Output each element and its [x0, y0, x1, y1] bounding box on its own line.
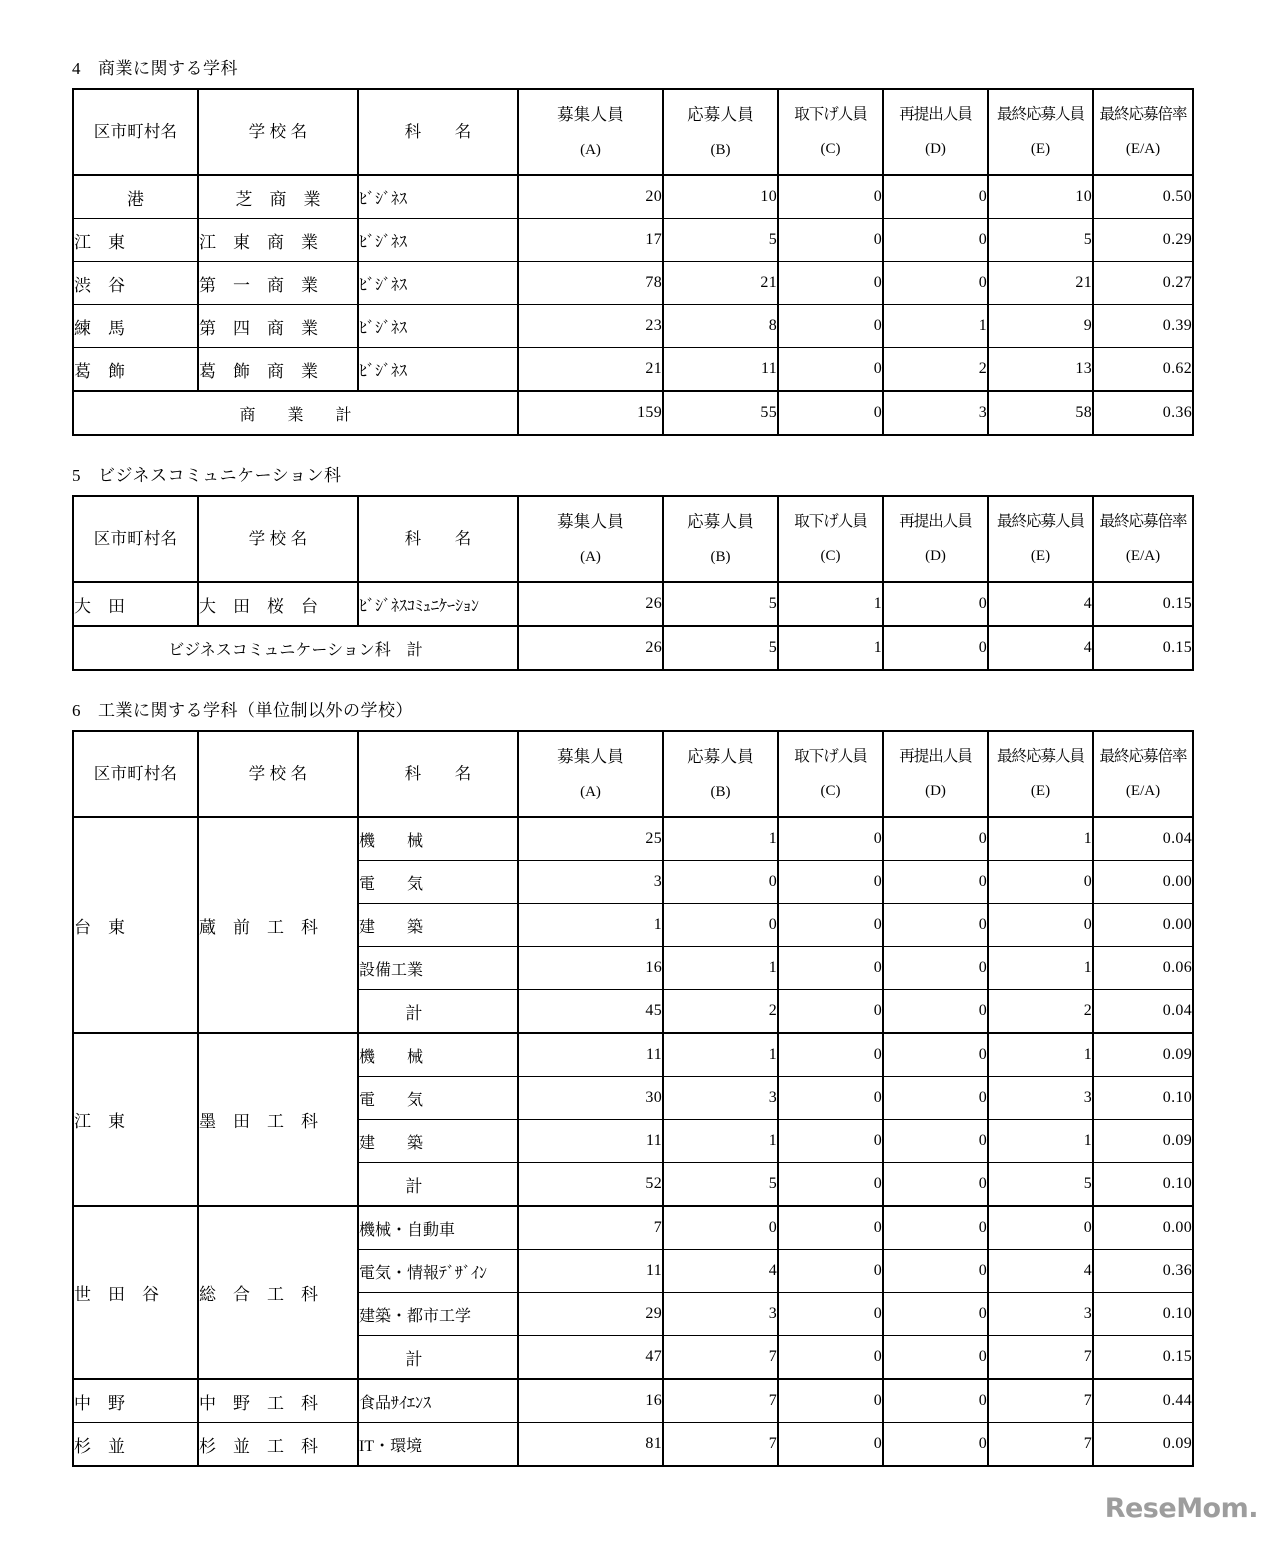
cell-applicants: 1	[663, 1033, 778, 1077]
header-final-ratio: 最終応募倍率 (E/A)	[1093, 496, 1193, 582]
cell-course: 設備工業	[358, 947, 518, 990]
table-header-row	[73, 731, 1193, 817]
cell-final-ratio: 0.06	[1093, 947, 1193, 990]
cell-withdrawn: 0	[778, 1077, 883, 1120]
cell-final-ratio: 0.00	[1093, 904, 1193, 947]
cell-total-label: 商 業 計	[73, 391, 518, 435]
cell-subtotal-label: 計	[358, 1336, 518, 1380]
cell-school: 葛 飾 商 業	[198, 348, 358, 392]
header-final-applicants: 最終応募人員 (E)	[988, 731, 1093, 817]
cell-applicants: 7	[663, 1379, 778, 1423]
table-total-row	[73, 626, 1193, 670]
header-final-applicants: 最終応募人員 (E)	[988, 496, 1093, 582]
table-total-row	[73, 391, 1193, 435]
cell-final-applicants: 4	[988, 1250, 1093, 1293]
cell-final-ratio: 0.27	[1093, 262, 1193, 305]
header-final-ratio: 最終応募倍率 (E/A)	[1093, 731, 1193, 817]
table-row	[73, 348, 1193, 392]
table-commerce	[72, 88, 1194, 436]
cell-course: ﾋﾞｼﾞﾈｽ	[358, 348, 518, 392]
cell-final-applicants: 0	[988, 861, 1093, 904]
cell-withdrawn: 0	[778, 861, 883, 904]
cell-course: ﾋﾞｼﾞﾈｽｺﾐｭﾆｹｰｼｮﾝ	[358, 582, 518, 626]
cell-course: ﾋﾞｼﾞﾈｽ	[358, 262, 518, 305]
cell-resubmitted: 0	[883, 1423, 988, 1467]
table-row	[73, 1423, 1193, 1467]
cell-total-label: ビジネスコミュニケーション科 計	[73, 626, 518, 670]
cell-capacity: 20	[518, 175, 663, 219]
cell-city: 杉 並	[73, 1423, 198, 1467]
cell-capacity: 16	[518, 1379, 663, 1423]
cell-resubmitted: 0	[883, 817, 988, 861]
cell-applicants: 5	[663, 219, 778, 262]
cell-school: 芝 商 業	[198, 175, 358, 219]
cell-capacity: 17	[518, 219, 663, 262]
cell-resubmitted: 0	[883, 1077, 988, 1120]
header-city: 区市町村名	[73, 731, 198, 817]
cell-capacity: 29	[518, 1293, 663, 1336]
cell-final-applicants: 7	[988, 1423, 1093, 1467]
section-5-title-text: ビジネスコミュニケーション科	[98, 466, 342, 485]
cell-subtotal-withdrawn: 0	[778, 990, 883, 1034]
cell-withdrawn: 0	[778, 817, 883, 861]
section-5-title	[72, 465, 1192, 487]
cell-final-ratio: 0.39	[1093, 305, 1193, 348]
table-header-row	[73, 89, 1193, 175]
cell-final-applicants: 21	[988, 262, 1093, 305]
cell-applicants: 7	[663, 1423, 778, 1467]
cell-applicants: 3	[663, 1077, 778, 1120]
header-city: 区市町村名	[73, 89, 198, 175]
header-course: 科 名	[358, 496, 518, 582]
cell-withdrawn: 0	[778, 1423, 883, 1467]
cell-withdrawn: 0	[778, 1120, 883, 1163]
cell-applicants: 1	[663, 1120, 778, 1163]
cell-withdrawn: 0	[778, 1379, 883, 1423]
cell-final-ratio: 0.00	[1093, 861, 1193, 904]
cell-capacity: 78	[518, 262, 663, 305]
section-6	[72, 700, 1192, 1467]
cell-capacity: 81	[518, 1423, 663, 1467]
cell-subtotal-resubmitted: 0	[883, 1163, 988, 1207]
cell-course: 機 械	[358, 817, 518, 861]
cell-resubmitted: 0	[883, 904, 988, 947]
cell-course: ﾋﾞｼﾞﾈｽ	[358, 175, 518, 219]
cell-subtotal-final-applicants: 5	[988, 1163, 1093, 1207]
header-course: 科 名	[358, 731, 518, 817]
cell-total-final-applicants: 4	[988, 626, 1093, 670]
cell-applicants: 3	[663, 1293, 778, 1336]
cell-withdrawn: 0	[778, 1250, 883, 1293]
cell-subtotal-final-ratio: 0.04	[1093, 990, 1193, 1034]
cell-total-final-applicants: 58	[988, 391, 1093, 435]
table-row	[73, 1033, 1193, 1077]
cell-final-applicants: 1	[988, 1033, 1093, 1077]
cell-course: IT・環境	[358, 1423, 518, 1467]
cell-applicants: 0	[663, 861, 778, 904]
section-5-number: 5	[72, 466, 81, 485]
cell-final-applicants: 1	[988, 817, 1093, 861]
cell-capacity: 21	[518, 348, 663, 392]
cell-subtotal-final-ratio: 0.10	[1093, 1163, 1193, 1207]
cell-resubmitted: 0	[883, 1206, 988, 1250]
cell-applicants: 5	[663, 582, 778, 626]
table-row	[73, 1206, 1193, 1250]
cell-course: 建 築	[358, 904, 518, 947]
table-business-communication	[72, 495, 1194, 671]
cell-course: 機械・自動車	[358, 1206, 518, 1250]
cell-course: 電 気	[358, 1077, 518, 1120]
cell-subtotal-withdrawn: 0	[778, 1336, 883, 1380]
cell-subtotal-label: 計	[358, 990, 518, 1034]
cell-applicants: 21	[663, 262, 778, 305]
cell-city: 中 野	[73, 1379, 198, 1423]
cell-resubmitted: 0	[883, 582, 988, 626]
cell-resubmitted: 1	[883, 305, 988, 348]
table-row	[73, 582, 1193, 626]
table-header-row	[73, 496, 1193, 582]
header-withdrawn: 取下げ人員 (C)	[778, 731, 883, 817]
cell-applicants: 0	[663, 904, 778, 947]
cell-final-applicants: 3	[988, 1293, 1093, 1336]
cell-resubmitted: 0	[883, 219, 988, 262]
cell-subtotal-final-applicants: 2	[988, 990, 1093, 1034]
header-course: 科 名	[358, 89, 518, 175]
header-school: 学 校 名	[198, 496, 358, 582]
section-4-title-text: 商業に関する学科	[98, 59, 238, 78]
section-4	[72, 58, 1192, 436]
cell-subtotal-final-applicants: 7	[988, 1336, 1093, 1380]
cell-city: 江 東	[73, 1033, 198, 1206]
cell-final-applicants: 0	[988, 904, 1093, 947]
cell-course: 電 気	[358, 861, 518, 904]
header-city: 区市町村名	[73, 496, 198, 582]
cell-final-applicants: 9	[988, 305, 1093, 348]
header-capacity: 募集人員 (A)	[518, 731, 663, 817]
cell-subtotal-final-ratio: 0.15	[1093, 1336, 1193, 1380]
section-4-number: 4	[72, 59, 81, 78]
cell-final-ratio: 0.62	[1093, 348, 1193, 392]
table-row	[73, 1379, 1193, 1423]
cell-city: 渋 谷	[73, 262, 198, 305]
cell-capacity: 11	[518, 1120, 663, 1163]
cell-final-ratio: 0.44	[1093, 1379, 1193, 1423]
cell-city: 江 東	[73, 219, 198, 262]
cell-resubmitted: 0	[883, 262, 988, 305]
cell-withdrawn: 0	[778, 219, 883, 262]
table-row	[73, 262, 1193, 305]
header-applicants: 応募人員 (B)	[663, 731, 778, 817]
cell-course: 機 械	[358, 1033, 518, 1077]
cell-total-withdrawn: 1	[778, 626, 883, 670]
header-resubmitted: 再提出人員 (D)	[883, 496, 988, 582]
cell-applicants: 4	[663, 1250, 778, 1293]
cell-final-ratio: 0.10	[1093, 1293, 1193, 1336]
cell-final-ratio: 0.09	[1093, 1120, 1193, 1163]
cell-subtotal-label: 計	[358, 1163, 518, 1207]
cell-final-ratio: 0.09	[1093, 1033, 1193, 1077]
cell-total-capacity: 26	[518, 626, 663, 670]
cell-subtotal-capacity: 47	[518, 1336, 663, 1380]
cell-total-applicants: 55	[663, 391, 778, 435]
header-final-ratio: 最終応募倍率 (E/A)	[1093, 89, 1193, 175]
cell-course: ﾋﾞｼﾞﾈｽ	[358, 305, 518, 348]
cell-capacity: 26	[518, 582, 663, 626]
header-resubmitted: 再提出人員 (D)	[883, 89, 988, 175]
cell-total-capacity: 159	[518, 391, 663, 435]
cell-final-ratio: 0.15	[1093, 582, 1193, 626]
cell-final-applicants: 10	[988, 175, 1093, 219]
cell-final-ratio: 0.04	[1093, 817, 1193, 861]
cell-subtotal-capacity: 52	[518, 1163, 663, 1207]
cell-final-ratio: 0.09	[1093, 1423, 1193, 1467]
cell-final-applicants: 13	[988, 348, 1093, 392]
cell-applicants: 10	[663, 175, 778, 219]
cell-city: 葛 飾	[73, 348, 198, 392]
cell-final-ratio: 0.10	[1093, 1077, 1193, 1120]
cell-subtotal-capacity: 45	[518, 990, 663, 1034]
cell-city: 世 田 谷	[73, 1206, 198, 1379]
cell-withdrawn: 0	[778, 262, 883, 305]
cell-capacity: 16	[518, 947, 663, 990]
cell-resubmitted: 0	[883, 1293, 988, 1336]
cell-school: 第 四 商 業	[198, 305, 358, 348]
cell-withdrawn: 0	[778, 1293, 883, 1336]
table-row	[73, 219, 1193, 262]
header-withdrawn: 取下げ人員 (C)	[778, 89, 883, 175]
cell-school: 中 野 工 科	[198, 1379, 358, 1423]
cell-resubmitted: 0	[883, 1250, 988, 1293]
cell-subtotal-applicants: 5	[663, 1163, 778, 1207]
cell-resubmitted: 0	[883, 1033, 988, 1077]
cell-capacity: 11	[518, 1250, 663, 1293]
cell-subtotal-resubmitted: 0	[883, 990, 988, 1034]
cell-subtotal-resubmitted: 0	[883, 1336, 988, 1380]
section-6-number: 6	[72, 701, 81, 720]
cell-withdrawn: 0	[778, 1206, 883, 1250]
cell-subtotal-applicants: 2	[663, 990, 778, 1034]
cell-school: 第 一 商 業	[198, 262, 358, 305]
cell-capacity: 30	[518, 1077, 663, 1120]
cell-city: 大 田	[73, 582, 198, 626]
cell-capacity: 3	[518, 861, 663, 904]
cell-course: 建 築	[358, 1120, 518, 1163]
header-capacity: 募集人員 (A)	[518, 496, 663, 582]
resemom-watermark: ReseMom.	[1104, 1493, 1258, 1524]
cell-withdrawn: 0	[778, 175, 883, 219]
cell-total-resubmitted: 3	[883, 391, 988, 435]
cell-withdrawn: 0	[778, 348, 883, 392]
cell-course: ﾋﾞｼﾞﾈｽ	[358, 219, 518, 262]
cell-capacity: 11	[518, 1033, 663, 1077]
section-5	[72, 465, 1192, 671]
cell-school: 杉 並 工 科	[198, 1423, 358, 1467]
header-school: 学 校 名	[198, 89, 358, 175]
cell-total-applicants: 5	[663, 626, 778, 670]
header-school: 学 校 名	[198, 731, 358, 817]
cell-school: 蔵 前 工 科	[198, 817, 358, 1033]
cell-subtotal-withdrawn: 0	[778, 1163, 883, 1207]
section-6-title	[72, 700, 1192, 722]
header-applicants: 応募人員 (B)	[663, 496, 778, 582]
cell-withdrawn: 0	[778, 904, 883, 947]
cell-withdrawn: 0	[778, 1033, 883, 1077]
cell-applicants: 1	[663, 947, 778, 990]
cell-resubmitted: 0	[883, 947, 988, 990]
cell-capacity: 1	[518, 904, 663, 947]
header-capacity: 募集人員 (A)	[518, 89, 663, 175]
header-withdrawn: 取下げ人員 (C)	[778, 496, 883, 582]
table-row	[73, 175, 1193, 219]
cell-final-applicants: 1	[988, 1120, 1093, 1163]
cell-resubmitted: 0	[883, 861, 988, 904]
cell-total-resubmitted: 0	[883, 626, 988, 670]
cell-total-final-ratio: 0.15	[1093, 626, 1193, 670]
table-row	[73, 305, 1193, 348]
cell-applicants: 8	[663, 305, 778, 348]
cell-final-applicants: 3	[988, 1077, 1093, 1120]
cell-course: 建築・都市工学	[358, 1293, 518, 1336]
cell-final-ratio: 0.00	[1093, 1206, 1193, 1250]
section-6-title-text: 工業に関する学科（単位制以外の学校）	[98, 701, 413, 720]
cell-total-final-ratio: 0.36	[1093, 391, 1193, 435]
cell-school: 墨 田 工 科	[198, 1033, 358, 1206]
cell-city: 練 馬	[73, 305, 198, 348]
cell-city: 港	[73, 175, 198, 219]
header-final-applicants: 最終応募人員 (E)	[988, 89, 1093, 175]
cell-final-applicants: 7	[988, 1379, 1093, 1423]
cell-final-applicants: 0	[988, 1206, 1093, 1250]
cell-capacity: 7	[518, 1206, 663, 1250]
cell-course: 食品ｻｲｴﾝｽ	[358, 1379, 518, 1423]
cell-school: 江 東 商 業	[198, 219, 358, 262]
cell-school: 総 合 工 科	[198, 1206, 358, 1379]
section-4-title	[72, 58, 1192, 80]
cell-applicants: 11	[663, 348, 778, 392]
cell-capacity: 25	[518, 817, 663, 861]
cell-school: 大 田 桜 台	[198, 582, 358, 626]
cell-final-applicants: 4	[988, 582, 1093, 626]
cell-final-applicants: 5	[988, 219, 1093, 262]
table-industrial	[72, 730, 1194, 1467]
header-applicants: 応募人員 (B)	[663, 89, 778, 175]
header-resubmitted: 再提出人員 (D)	[883, 731, 988, 817]
cell-resubmitted: 0	[883, 175, 988, 219]
cell-subtotal-applicants: 7	[663, 1336, 778, 1380]
cell-final-applicants: 1	[988, 947, 1093, 990]
cell-course: 電気・情報ﾃﾞｻﾞｲﾝ	[358, 1250, 518, 1293]
cell-resubmitted: 0	[883, 1120, 988, 1163]
table-row	[73, 817, 1193, 861]
cell-final-ratio: 0.29	[1093, 219, 1193, 262]
cell-capacity: 23	[518, 305, 663, 348]
cell-final-ratio: 0.50	[1093, 175, 1193, 219]
cell-final-ratio: 0.36	[1093, 1250, 1193, 1293]
cell-withdrawn: 1	[778, 582, 883, 626]
cell-withdrawn: 0	[778, 305, 883, 348]
cell-resubmitted: 0	[883, 1379, 988, 1423]
cell-total-withdrawn: 0	[778, 391, 883, 435]
cell-withdrawn: 0	[778, 947, 883, 990]
cell-applicants: 1	[663, 817, 778, 861]
cell-applicants: 0	[663, 1206, 778, 1250]
cell-resubmitted: 2	[883, 348, 988, 392]
cell-city: 台 東	[73, 817, 198, 1033]
